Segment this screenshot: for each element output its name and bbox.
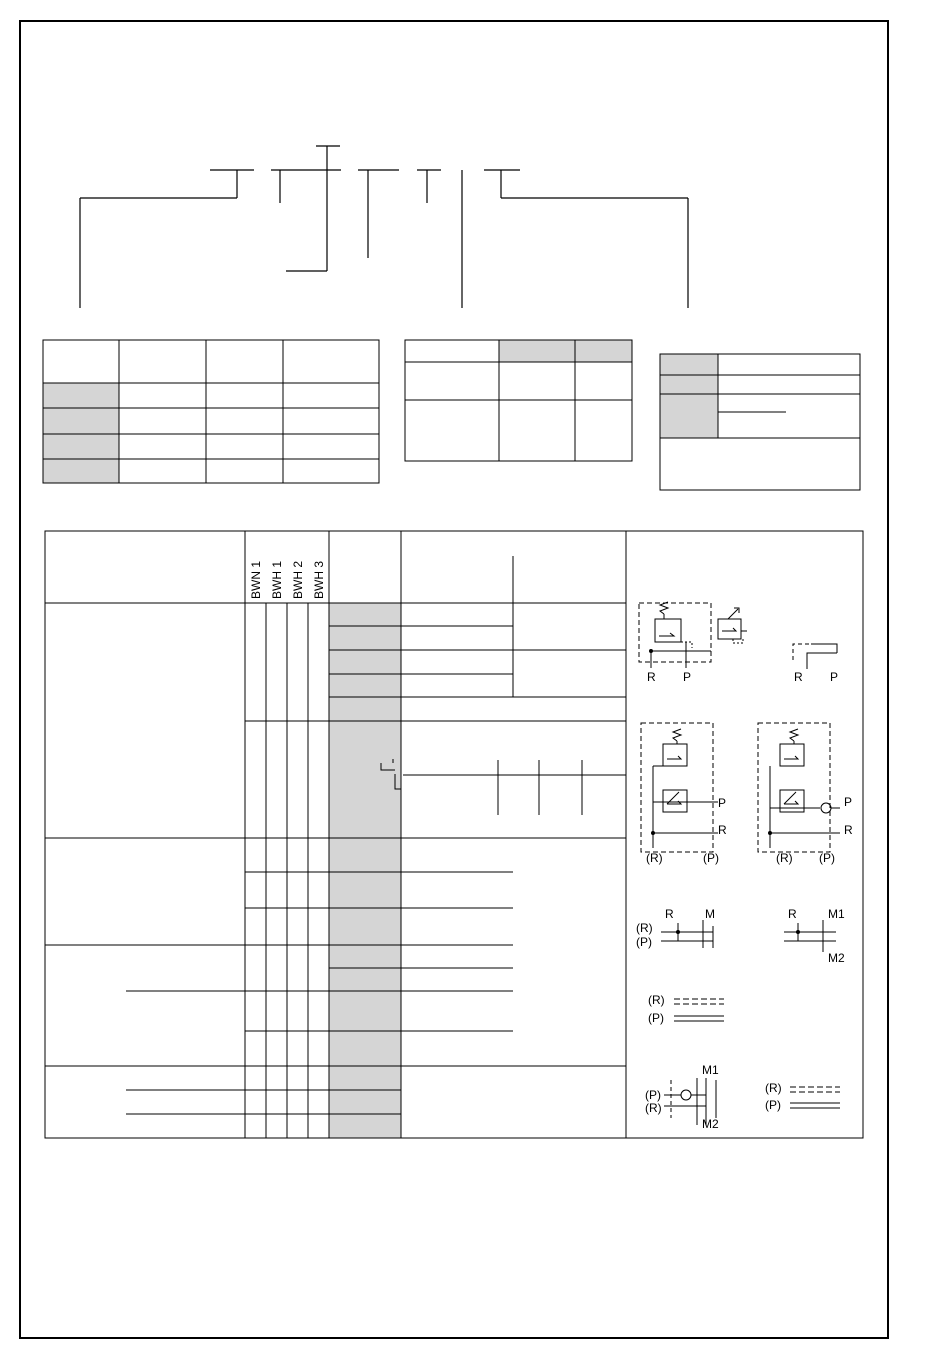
variant-header-bwh1: BWH 1 — [270, 560, 284, 599]
size-table — [43, 340, 379, 483]
label-p-2: P — [830, 670, 839, 684]
label-r-paren-3: (R) — [636, 921, 653, 935]
label-p-paren-3: (P) — [636, 935, 652, 949]
variant-header-bwn1: BWN 1 — [249, 560, 263, 599]
page-border — [20, 21, 888, 1338]
label-p-paren-5: (P) — [645, 1088, 661, 1102]
label-r-paren-4: (R) — [648, 993, 665, 1007]
plain-ports-symbol-1 — [674, 999, 724, 1021]
label-r-paren-5: (R) — [645, 1101, 662, 1115]
label-r-3: R — [718, 823, 727, 837]
valve-symbol-adjustable — [718, 608, 747, 643]
option-table — [660, 354, 860, 490]
label-p-paren-1: (P) — [703, 851, 719, 865]
label-r-5: R — [665, 907, 674, 921]
plain-ports-symbol-2 — [790, 1087, 840, 1108]
label-r-2: R — [794, 670, 803, 684]
label-p-paren-6: (P) — [765, 1098, 781, 1112]
label-p-4: P — [844, 795, 853, 809]
label-r-paren-1: (R) — [646, 851, 663, 865]
label-m2-2: M2 — [702, 1117, 719, 1131]
label-p-paren-2: (P) — [819, 851, 835, 865]
label-m2-1: M2 — [828, 951, 845, 965]
label-r-6: R — [788, 907, 797, 921]
schematic-symbols — [636, 602, 853, 1131]
label-r-paren-2: (R) — [776, 851, 793, 865]
pressure-table — [405, 340, 632, 461]
main-table — [45, 531, 863, 1138]
label-r-1: R — [647, 670, 656, 684]
label-p-3: P — [718, 796, 727, 810]
corner-connector-symbol — [793, 644, 837, 669]
label-p-1: P — [683, 670, 692, 684]
valve-symbol-1 — [639, 602, 711, 668]
variant-header-bwh2: BWH 2 — [291, 560, 305, 599]
label-r-4: R — [844, 823, 853, 837]
valve-stack-right — [758, 723, 840, 852]
label-m: M — [705, 907, 715, 921]
label-m1-1: M1 — [828, 907, 845, 921]
ordering-code-diagram — [80, 146, 688, 308]
valve-stack-left — [641, 723, 718, 852]
gauge-port-symbol-2 — [784, 920, 836, 952]
label-r-paren-6: (R) — [765, 1081, 782, 1095]
label-p-paren-4: (P) — [648, 1011, 664, 1025]
code-column-shading — [329, 603, 401, 1138]
variant-header-bwh3: BWH 3 — [312, 560, 326, 599]
gauge-port-symbol-1 — [661, 920, 713, 948]
label-m1-2: M1 — [702, 1063, 719, 1077]
